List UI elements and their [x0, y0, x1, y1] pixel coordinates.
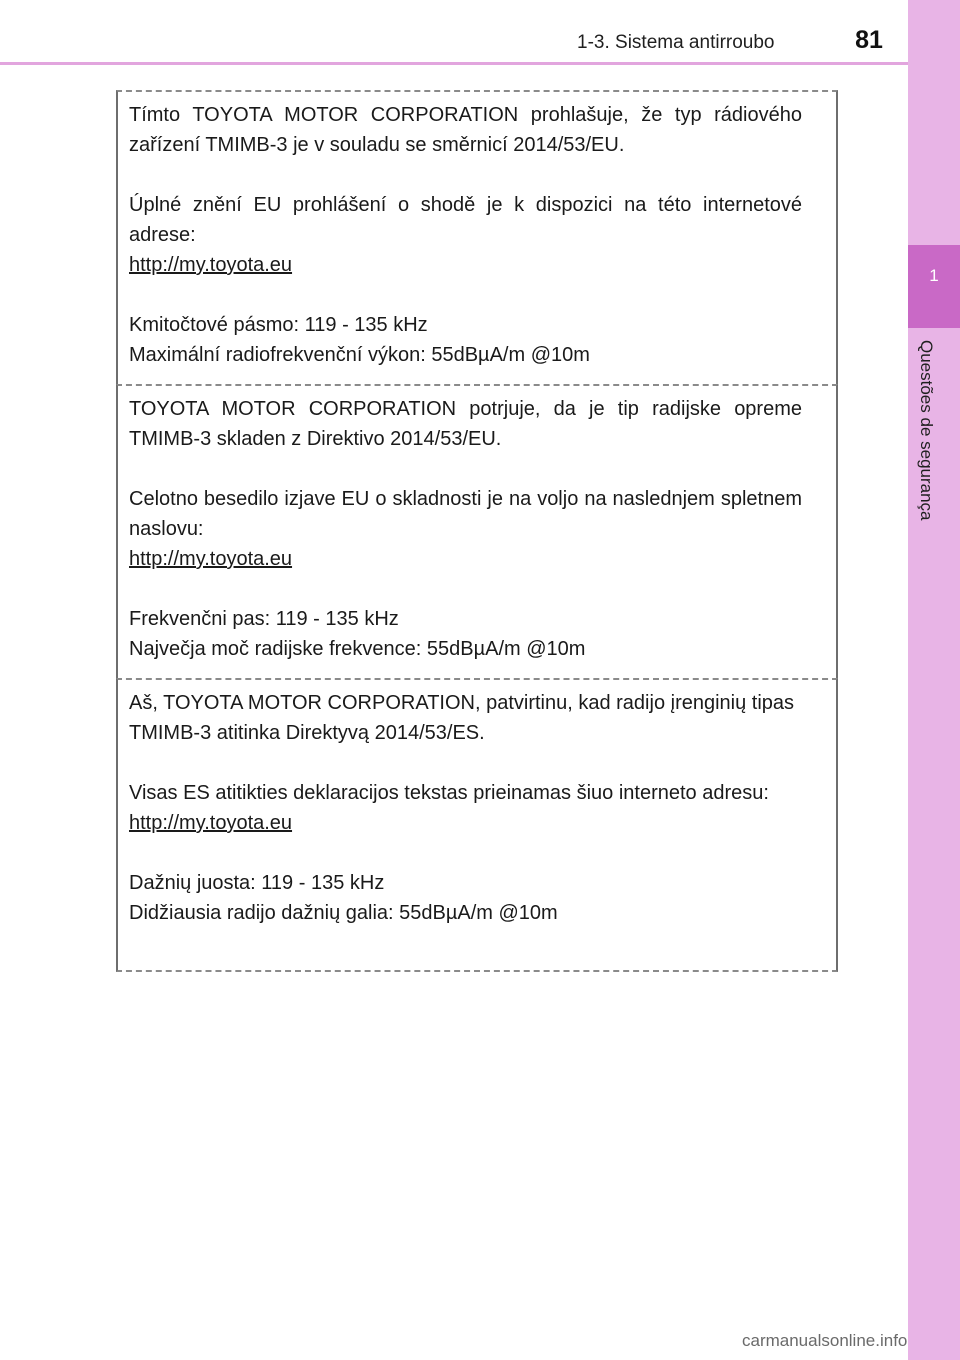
tab-number-box [908, 245, 960, 328]
frequency-band: Kmitočtové pásmo: 119 - 135 kHz [129, 314, 428, 336]
declaration-text: Aš, TOYOTA MOTOR CORPORATION, patvirtinu, kad radijo įrenginių tipas TMIMB-3 atitinka Direktyvą 2014/53/ES. [129, 692, 795, 744]
frequency-band: Frekvenčni pas: 119 - 135 kHz [129, 608, 399, 630]
page-number: 81 [855, 26, 883, 54]
tab-number: 1 [929, 266, 939, 285]
website-link[interactable]: http://my.toyota.eu [129, 812, 293, 834]
full-text-note: Úplné znění EU prohlášení o shodě je k dispozici na této internetové adrese: [129, 194, 802, 246]
website-link[interactable]: http://my.toyota.eu [129, 548, 293, 570]
declaration-box-lithuanian [116, 678, 838, 972]
section-title: 1-3. Sistema antirroubo [577, 32, 775, 53]
full-text-note: Visas ES atitikties deklaracijos tekstas prieinamas šiuo interneto adresu: [129, 782, 769, 804]
max-power: Največja moč radijske frekvence: 55dBµA/m @10m [129, 638, 586, 660]
website-link[interactable]: http://my.toyota.eu [129, 254, 293, 276]
full-text-note: Celotno besedilo izjave EU o skladnosti je na voljo na naslednjem spletnem naslovu: [129, 488, 802, 540]
frequency-band: Dažnių juosta: 119 - 135 kHz [129, 872, 385, 894]
declaration-text: Tímto TOYOTA MOTOR CORPORATION prohlašuje, že typ rádiového zařízení TMIMB-3 je v souladu se směrnicí 2014/53/EU. [129, 104, 802, 156]
side-tab [908, 0, 960, 1360]
declaration-text: TOYOTA MOTOR CORPORATION potrjuje, da je tip radijske opreme TMIMB-3 skladen z Direktivo 2014/53/EU. [129, 398, 802, 450]
watermark: carmanualsonline.info [742, 1331, 908, 1350]
max-power: Maximální radiofrekvenční výkon: 55dBµA/m @10m [129, 344, 590, 366]
tab-label: Questões de segurança [917, 340, 936, 521]
header-rule [0, 62, 908, 65]
max-power: Didžiausia radijo dažnių galia: 55dBµA/m @10m [129, 902, 558, 924]
declaration-box-czech [116, 90, 838, 384]
declaration-box-slovenian [116, 384, 838, 678]
